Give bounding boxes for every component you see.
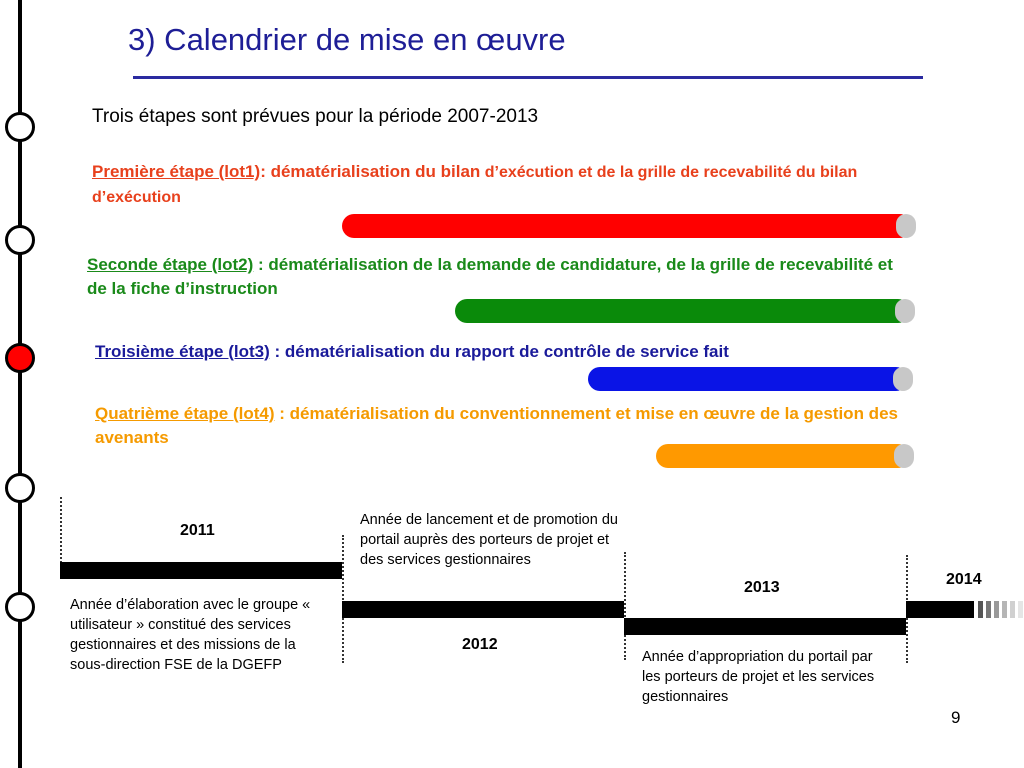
step-1-label: Première étape (lot1)	[92, 162, 261, 181]
timeline-divider	[342, 535, 344, 663]
bar-end-cap	[896, 214, 916, 238]
timeline-divider	[624, 552, 626, 660]
timeline-fade	[1018, 601, 1023, 618]
timeline-segment-2014	[906, 601, 974, 618]
step-3-main: : dématérialisation du rapport de contrôle de service fait	[269, 342, 729, 361]
step-1-main: : dématérialisation du bilan	[260, 162, 481, 181]
timeline-segment-2013	[624, 618, 906, 635]
rail-node	[5, 592, 35, 622]
note-2011: Année d’élaboration avec le groupe « utilisateur » constitué des services gestionnaires et des missions de la sous-direction FSE de la DGEFP	[70, 597, 311, 673]
bar-end-cap	[895, 299, 915, 323]
step-4-bar	[656, 444, 910, 468]
step-3-text	[95, 340, 925, 364]
timeline-segment-2011	[60, 562, 342, 579]
step-4-label: Quatrième étape (lot4)	[95, 404, 275, 423]
year-2013: 2013	[744, 579, 780, 596]
step-3-bar	[588, 367, 908, 391]
step-1-bar	[342, 214, 912, 238]
bar-end-cap	[894, 444, 914, 468]
timeline-fade	[1010, 601, 1015, 618]
timeline-fade	[994, 601, 999, 618]
step-1-text	[92, 160, 872, 210]
rail-node	[5, 225, 35, 255]
step-4-main: : dématérialisation du conventionnement et mise en œuvre de la gestion des avenants	[95, 404, 898, 447]
slide-title: 3) Calendrier de mise en œuvre	[128, 22, 566, 57]
rail-node	[5, 112, 35, 142]
timeline-segment-2012	[342, 601, 624, 618]
bar-end-cap	[893, 367, 913, 391]
note-2012: Année de lancement et de promotion du portail auprès des porteurs de projet et des services gestionnaires	[360, 512, 618, 568]
step-2-label: Seconde étape (lot2)	[87, 255, 254, 274]
title-underline	[133, 76, 923, 79]
page-number: 9	[951, 708, 961, 727]
intro-text: Trois étapes sont prévues pour la période 2007-2013	[92, 106, 539, 127]
year-2011: 2011	[180, 522, 215, 539]
timeline-fade	[1002, 601, 1007, 618]
timeline-fade	[986, 601, 991, 618]
step-3-label: Troisième étape (lot3)	[95, 342, 270, 361]
step-1-detail: d’exécution et de la grille de recevabilité du bilan d’exécution	[92, 164, 858, 206]
year-2014: 2014	[946, 571, 982, 588]
note-2013: Année d’appropriation du portail par les porteurs de projet et les services gestionnaires	[642, 649, 875, 705]
step-2-bar	[455, 299, 910, 323]
step-2-text	[87, 253, 907, 301]
step-2-main: : dématérialisation de la demande de candidature, de la grille de recevabilité et de la fiche d’instruction	[87, 255, 893, 298]
rail-node-active	[5, 343, 35, 373]
step-4-text	[95, 402, 935, 450]
timeline-fade	[978, 601, 983, 618]
rail-node	[5, 473, 35, 503]
year-2012: 2012	[462, 636, 498, 653]
